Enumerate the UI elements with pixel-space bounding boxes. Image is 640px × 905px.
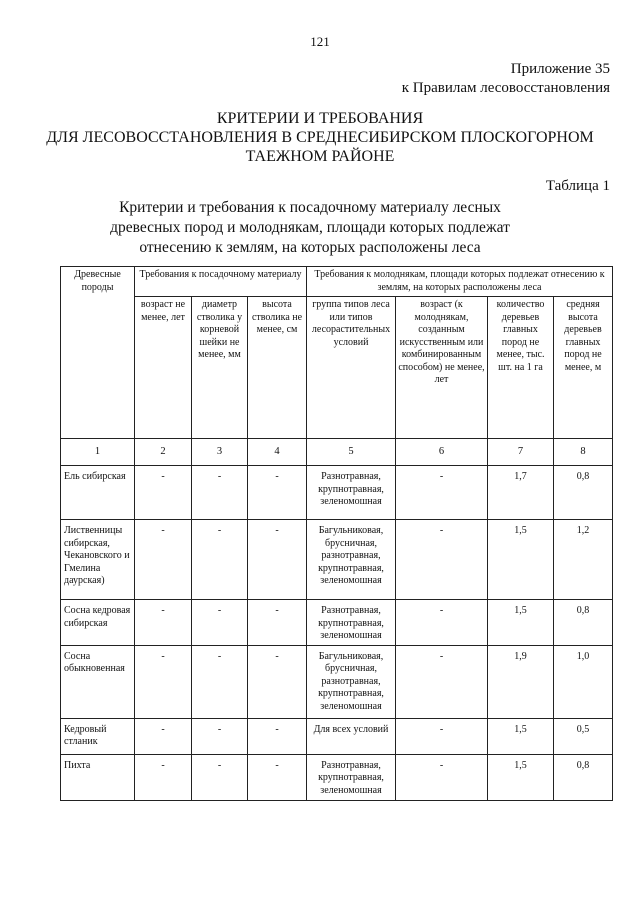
criteria-table xyxy=(60,266,613,801)
caption-line-2: древесных пород и молоднякам, площади которых подлежат xyxy=(110,219,510,236)
avg-height-cell: 0,8 xyxy=(554,466,613,520)
avg-height-cell: 1,2 xyxy=(554,520,613,600)
young-age-cell: - xyxy=(396,466,488,520)
table-caption xyxy=(70,198,550,258)
young-age-cell: - xyxy=(396,520,488,600)
appendix-line-1: Приложение 35 xyxy=(510,61,610,77)
height-cell: - xyxy=(248,645,307,718)
table-header-row xyxy=(61,267,613,297)
diameter-cell: - xyxy=(192,520,248,600)
species-cell: Сосна обыкновенная xyxy=(61,645,135,718)
height-cell: - xyxy=(248,718,307,754)
young-age-cell: - xyxy=(396,645,488,718)
age-cell: - xyxy=(135,645,192,718)
table-row xyxy=(61,520,613,600)
age-cell: - xyxy=(135,466,192,520)
subheader-avg-height: средняя высота деревьев главных пород не менее, м xyxy=(554,297,613,439)
subheader-diameter: диаметр стволика у корневой шейки не менее, мм xyxy=(192,297,248,439)
count-cell: 1,9 xyxy=(488,645,554,718)
subheader-age: возраст не менее, лет xyxy=(135,297,192,439)
table-row xyxy=(61,718,613,754)
count-cell: 1,5 xyxy=(488,600,554,646)
heading-line-2: ДЛЯ ЛЕСОВОССТАНОВЛЕНИЯ В СРЕДНЕСИБИРСКОМ ПЛОСКОГОРНОМ xyxy=(46,129,594,146)
column-number-row xyxy=(61,439,613,466)
condition-cell: Багульниковая, брусничная, разнотравная, крупнотравная, зеленомошная xyxy=(307,645,396,718)
diameter-cell: - xyxy=(192,645,248,718)
table-row xyxy=(61,645,613,718)
subheader-forest-type: группа типов леса или типов лесорастительных условий xyxy=(307,297,396,439)
appendix-note xyxy=(402,60,610,98)
header-young-stands: Требования к молоднякам, площади которых подлежат отнесению к землям, на которых расположены леса xyxy=(307,267,613,297)
species-cell: Ель сибирская xyxy=(61,466,135,520)
height-cell: - xyxy=(248,600,307,646)
avg-height-cell: 0,8 xyxy=(554,754,613,800)
column-number: 8 xyxy=(554,439,613,466)
column-number: 6 xyxy=(396,439,488,466)
table-subheader-row xyxy=(61,297,613,439)
caption-line-1: Критерии и требования к посадочному материалу лесных xyxy=(119,199,501,216)
column-number: 2 xyxy=(135,439,192,466)
table-row xyxy=(61,600,613,646)
subheader-tree-count: количество деревьев главных пород не менее, тыс. шт. на 1 га xyxy=(488,297,554,439)
avg-height-cell: 1,0 xyxy=(554,645,613,718)
species-cell: Кедровый стланик xyxy=(61,718,135,754)
condition-cell: Разнотравная, крупнотравная, зеленомошная xyxy=(307,754,396,800)
height-cell: - xyxy=(248,520,307,600)
table-row xyxy=(61,466,613,520)
count-cell: 1,5 xyxy=(488,520,554,600)
species-cell: Лиственницы сибирская, Чекановского и Гмелина даурская) xyxy=(61,520,135,600)
count-cell: 1,5 xyxy=(488,718,554,754)
diameter-cell: - xyxy=(192,754,248,800)
age-cell: - xyxy=(135,718,192,754)
height-cell: - xyxy=(248,466,307,520)
condition-cell: Для всех условий xyxy=(307,718,396,754)
species-cell: Пихта xyxy=(61,754,135,800)
avg-height-cell: 0,5 xyxy=(554,718,613,754)
young-age-cell: - xyxy=(396,754,488,800)
age-cell: - xyxy=(135,754,192,800)
diameter-cell: - xyxy=(192,600,248,646)
heading-line-1: КРИТЕРИИ И ТРЕБОВАНИЯ xyxy=(216,110,424,127)
age-cell: - xyxy=(135,520,192,600)
subheader-young-age: возраст (к молоднякам, созданным искусственным или комбинированным способом) не менее, лет xyxy=(396,297,488,439)
document-heading xyxy=(20,109,620,166)
age-cell: - xyxy=(135,600,192,646)
condition-cell: Разнотравная, крупнотравная, зеленомошная xyxy=(307,600,396,646)
column-number: 5 xyxy=(307,439,396,466)
page-number: 121 xyxy=(310,34,330,49)
diameter-cell: - xyxy=(192,718,248,754)
species-cell: Сосна кедровая сибирская xyxy=(61,600,135,646)
height-cell: - xyxy=(248,754,307,800)
young-age-cell: - xyxy=(396,718,488,754)
count-cell: 1,7 xyxy=(488,466,554,520)
column-number: 1 xyxy=(61,439,135,466)
table-row xyxy=(61,754,613,800)
header-species: Древесные породы xyxy=(61,267,135,439)
subheader-height: высота стволика не менее, см xyxy=(248,297,307,439)
young-age-cell: - xyxy=(396,600,488,646)
column-number: 4 xyxy=(248,439,307,466)
avg-height-cell: 0,8 xyxy=(554,600,613,646)
condition-cell: Багульниковая, брусничная, разнотравная, крупнотравная, зеленомошная xyxy=(307,520,396,600)
header-planting-material: Требования к посадочному материалу xyxy=(135,267,307,297)
column-number: 3 xyxy=(192,439,248,466)
caption-line-3: отнесению к землям, на которых расположены леса xyxy=(139,239,481,256)
condition-cell: Разнотравная, крупнотравная, зеленомошная xyxy=(307,466,396,520)
column-number: 7 xyxy=(488,439,554,466)
table-number: Таблица 1 xyxy=(545,178,610,194)
heading-line-3: ТАЕЖНОМ РАЙОНЕ xyxy=(245,148,395,165)
count-cell: 1,5 xyxy=(488,754,554,800)
appendix-line-2: к Правилам лесовосстановления xyxy=(401,80,610,96)
diameter-cell: - xyxy=(192,466,248,520)
